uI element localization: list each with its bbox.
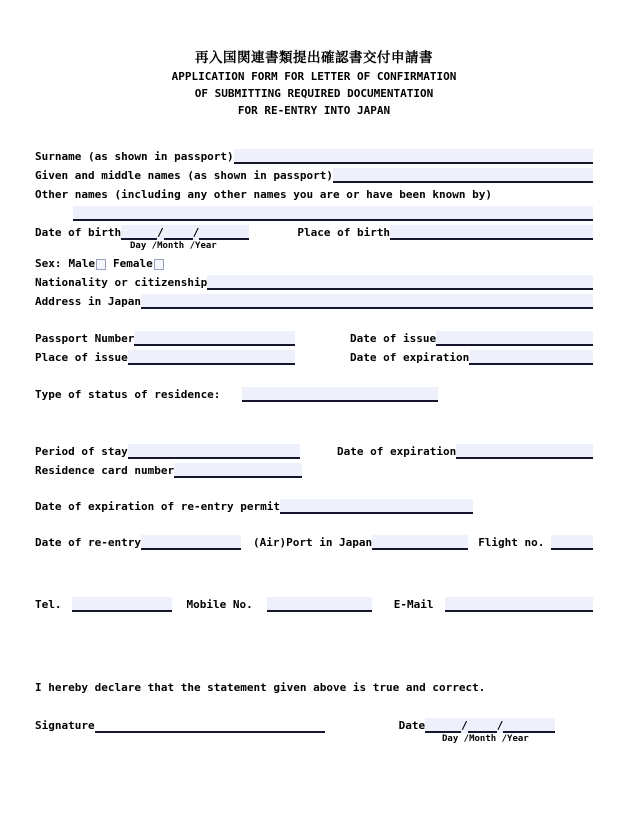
nationality-label: Nationality or citizenship xyxy=(35,276,208,289)
date-of-issue-label: Date of issue xyxy=(350,332,437,345)
date-of-reentry-label: Date of re-entry xyxy=(35,536,141,549)
other-names-input[interactable] xyxy=(73,206,593,221)
period-of-stay-group xyxy=(35,440,300,459)
signature-date-slots xyxy=(425,718,555,733)
tel-input[interactable] xyxy=(72,597,172,612)
sig-day-month-year-hint-row xyxy=(35,733,593,745)
place-of-issue-row xyxy=(35,346,593,365)
place-of-birth-input[interactable] xyxy=(390,225,593,240)
signature-label: Signature xyxy=(35,719,95,732)
dob-day-input[interactable] xyxy=(121,225,157,240)
reentry-permit-expiration-label: Date of expiration of re-entry permit xyxy=(35,500,281,513)
status-of-residence-label: Type of status of residence: xyxy=(35,388,221,401)
dob-day-month-year-hint-row xyxy=(35,240,593,252)
female-label: Female xyxy=(113,257,153,270)
slash-separator: / xyxy=(461,719,468,732)
date-label: Date xyxy=(398,719,426,732)
day-month-year-hint: Day /Month /Year xyxy=(442,734,529,744)
dob-month-input[interactable] xyxy=(164,225,193,240)
slash-separator: / xyxy=(192,226,200,239)
period-of-stay-label: Period of stay xyxy=(35,445,128,458)
email-input[interactable] xyxy=(445,597,593,612)
declaration-row xyxy=(35,676,593,695)
form-title-japanese: 再入国関連書類提出確認書交付申請書 xyxy=(195,50,433,66)
signature-input[interactable] xyxy=(95,718,325,733)
signature-row xyxy=(35,714,593,733)
given-names-input[interactable] xyxy=(333,168,593,183)
given-names-label: Given and middle names (as shown in passport) xyxy=(35,169,334,182)
mobile-label: Mobile No. xyxy=(186,598,253,611)
flight-no-input[interactable] xyxy=(551,535,593,550)
surname-label: Surname (as shown in passport) xyxy=(35,150,234,163)
residence-card-number-label: Residence card number xyxy=(35,464,175,477)
tel-label: Tel. xyxy=(35,598,62,611)
date-of-birth-row xyxy=(35,221,593,240)
date-of-reentry-row xyxy=(35,531,593,550)
female-checkbox[interactable] xyxy=(154,259,164,270)
email-label: E-Mail xyxy=(393,598,434,611)
reentry-permit-expiration-input[interactable] xyxy=(280,499,473,514)
surname-row xyxy=(35,145,593,164)
port-in-japan-label: (Air)Port in Japan xyxy=(252,536,373,549)
mobile-input[interactable] xyxy=(267,597,372,612)
status-of-residence-row xyxy=(35,383,593,402)
passport-number-label: Passport Number xyxy=(35,332,135,345)
slash-separator: / xyxy=(496,719,504,732)
date-of-reentry-input[interactable] xyxy=(141,535,241,550)
status-of-residence-input[interactable] xyxy=(242,387,438,402)
passport-number-input[interactable] xyxy=(134,331,295,346)
address-row xyxy=(35,290,593,309)
nationality-input[interactable] xyxy=(207,275,593,290)
contact-row xyxy=(35,593,593,612)
other-names-label: Other names (including any other names you are or have been known by) xyxy=(35,188,492,201)
date-of-birth-label: Date of birth xyxy=(35,226,122,239)
date-of-issue-input[interactable] xyxy=(436,331,593,346)
address-label: Address in Japan xyxy=(35,295,141,308)
reentry-permit-expiration-row xyxy=(35,495,593,514)
period-of-stay-row xyxy=(35,440,593,459)
surname-input[interactable] xyxy=(234,149,593,164)
residence-card-row xyxy=(35,459,593,478)
passport-expiration-input[interactable] xyxy=(469,350,593,365)
passport-expiration-label: Date of expiration xyxy=(350,351,470,364)
period-of-stay-input[interactable] xyxy=(128,444,300,459)
day-month-year-hint: Day /Month /Year xyxy=(130,241,217,251)
slash-separator: / xyxy=(157,226,164,239)
stay-expiration-label: Date of expiration xyxy=(337,445,457,458)
form-title-line1: APPLICATION FORM FOR LETTER OF CONFIRMATION xyxy=(171,70,457,83)
male-label: Male xyxy=(68,257,95,270)
place-of-issue-label: Place of issue xyxy=(35,351,128,364)
place-of-birth-label: Place of birth xyxy=(297,226,391,239)
other-names-label-row xyxy=(35,183,593,202)
date-of-birth-slots xyxy=(121,225,249,240)
sex-label: Sex: xyxy=(35,257,62,270)
sig-date-day-input[interactable] xyxy=(425,718,461,733)
place-of-issue-group xyxy=(35,346,295,365)
address-input[interactable] xyxy=(141,294,593,309)
stay-expiration-input[interactable] xyxy=(456,444,593,459)
male-checkbox[interactable] xyxy=(96,259,106,270)
sig-date-month-input[interactable] xyxy=(468,718,497,733)
passport-number-row xyxy=(35,327,593,346)
sig-date-year-input[interactable] xyxy=(503,718,555,733)
nationality-row xyxy=(35,271,593,290)
passport-number-group xyxy=(35,327,295,346)
declaration-text: I hereby declare that the statement given above is true and correct. xyxy=(35,681,486,694)
dob-year-input[interactable] xyxy=(199,225,249,240)
port-in-japan-input[interactable] xyxy=(372,535,468,550)
other-names-field-row xyxy=(35,202,593,221)
form-title-line2: OF SUBMITTING REQUIRED DOCUMENTATION xyxy=(194,87,434,100)
form-title-line3: FOR RE-ENTRY INTO JAPAN xyxy=(237,104,391,117)
given-names-row xyxy=(35,164,593,183)
flight-no-label: Flight no. xyxy=(478,536,545,549)
residence-card-number-input[interactable] xyxy=(174,463,302,478)
sex-row xyxy=(35,252,593,271)
place-of-issue-input[interactable] xyxy=(128,350,295,365)
